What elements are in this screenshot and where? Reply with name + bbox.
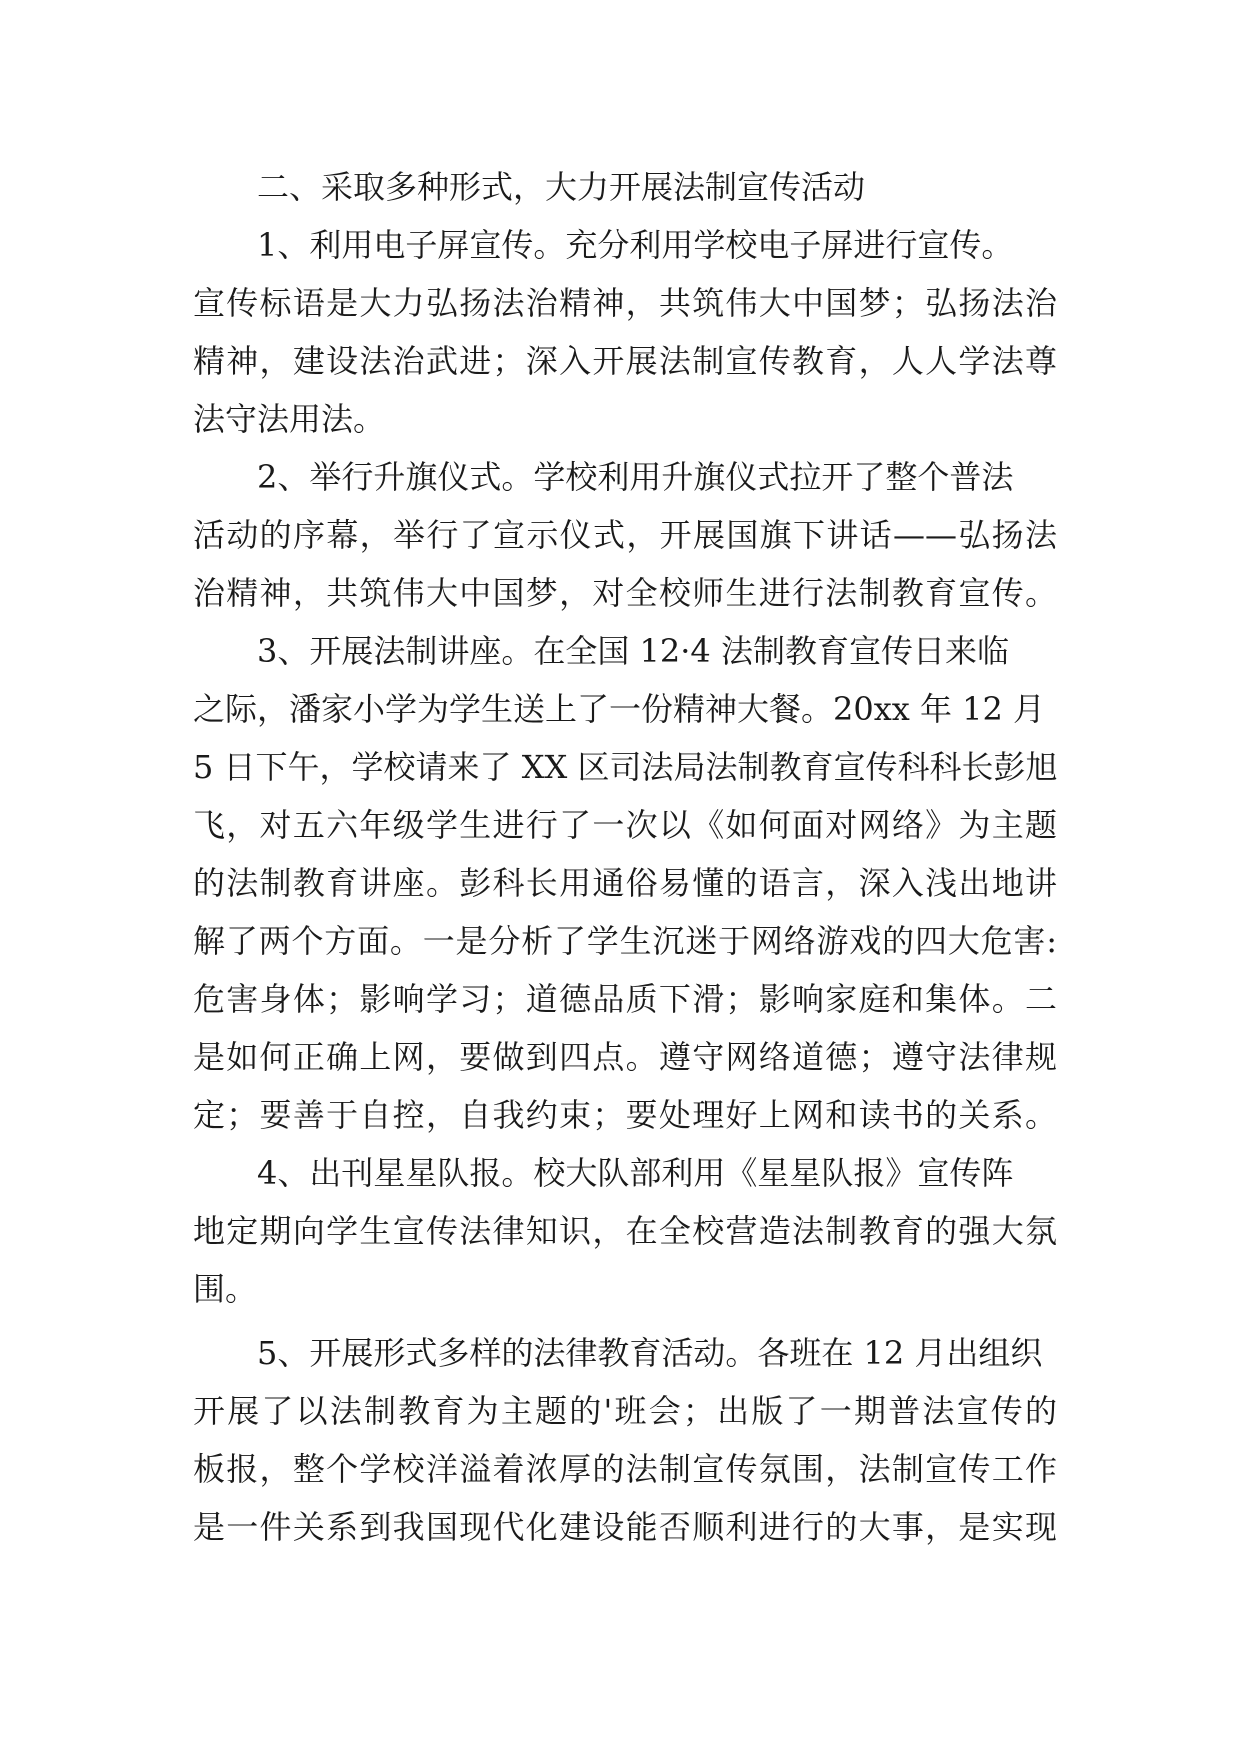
paragraph-3-line-2: 之际，潘家小学为学生送上了一份精神大餐。20xx 年 12 月 bbox=[193, 690, 1046, 728]
paragraph-4-line-3: 围。 bbox=[193, 1270, 258, 1308]
paragraph-3-line-1: 3、开展法制讲座。在全国 12·4 法制教育宣传日来临 bbox=[257, 632, 1009, 670]
paragraph-3-line-7: 危害身体；影响学习；道德品质下滑；影响家庭和集体。二 bbox=[193, 980, 1057, 1018]
paragraph-4-line-1: 4、出刊星星队报。校大队部利用《星星队报》宣传阵 bbox=[257, 1154, 1014, 1192]
section-heading: 二、采取多种形式，大力开展法制宣传活动 bbox=[257, 168, 866, 206]
paragraph-2-line-2: 活动的序幕，举行了宣示仪式，开展国旗下讲话——弘扬法 bbox=[193, 516, 1057, 554]
paragraph-5-line-3: 板报，整个学校洋溢着浓厚的法制宣传氛围，法制宣传工作 bbox=[193, 1450, 1057, 1488]
paragraph-1-line-3: 精神，建设法治武进；深入开展法制宣传教育，人人学法尊 bbox=[193, 342, 1057, 380]
paragraph-3-line-8: 是如何正确上网，要做到四点。遵守网络道德；遵守法律规 bbox=[193, 1038, 1057, 1076]
paragraph-5-line-4: 是一件关系到我国现代化建设能否顺利进行的大事，是实现 bbox=[193, 1508, 1057, 1546]
paragraph-4-line-2: 地定期向学生宣传法律知识，在全校营造法制教育的强大氛 bbox=[193, 1212, 1057, 1250]
paragraph-1-line-1: 1、利用电子屏宣传。充分利用学校电子屏进行宣传。 bbox=[257, 226, 1014, 264]
document-body bbox=[193, 158, 1057, 1556]
paragraph-1-line-2: 宣传标语是大力弘扬法治精神，共筑伟大中国梦；弘扬法治 bbox=[193, 284, 1057, 322]
paragraph-1-line-4: 法守法用法。 bbox=[193, 400, 386, 438]
paragraph-3-line-9: 定；要善于自控，自我约束；要处理好上网和读书的关系。 bbox=[193, 1096, 1057, 1134]
paragraph-2-line-1: 2、举行升旗仪式。学校利用升旗仪式拉开了整个普法 bbox=[257, 458, 1014, 496]
paragraph-2-line-3: 治精神，共筑伟大中国梦，对全校师生进行法制教育宣传。 bbox=[193, 574, 1057, 612]
paragraph-3-line-4: 飞，对五六年级学生进行了一次以《如何面对网络》为主题 bbox=[193, 806, 1057, 844]
paragraph-3-line-6: 解了两个方面。一是分析了学生沉迷于网络游戏的四大危害: bbox=[193, 922, 1057, 960]
paragraph-3-line-3: 5 日下午，学校请来了 XX 区司法局法制教育宣传科科长彭旭 bbox=[193, 748, 1058, 786]
paragraph-3-line-5: 的法制教育讲座。彭科长用通俗易懂的语言，深入浅出地讲 bbox=[193, 864, 1057, 902]
paragraph-5-line-2: 开展了以法制教育为主题的'班会；出版了一期普法宣传的 bbox=[193, 1392, 1057, 1430]
paragraph-5-line-1: 5、开展形式多样的法律教育活动。各班在 12 月出组织 bbox=[257, 1334, 1043, 1372]
